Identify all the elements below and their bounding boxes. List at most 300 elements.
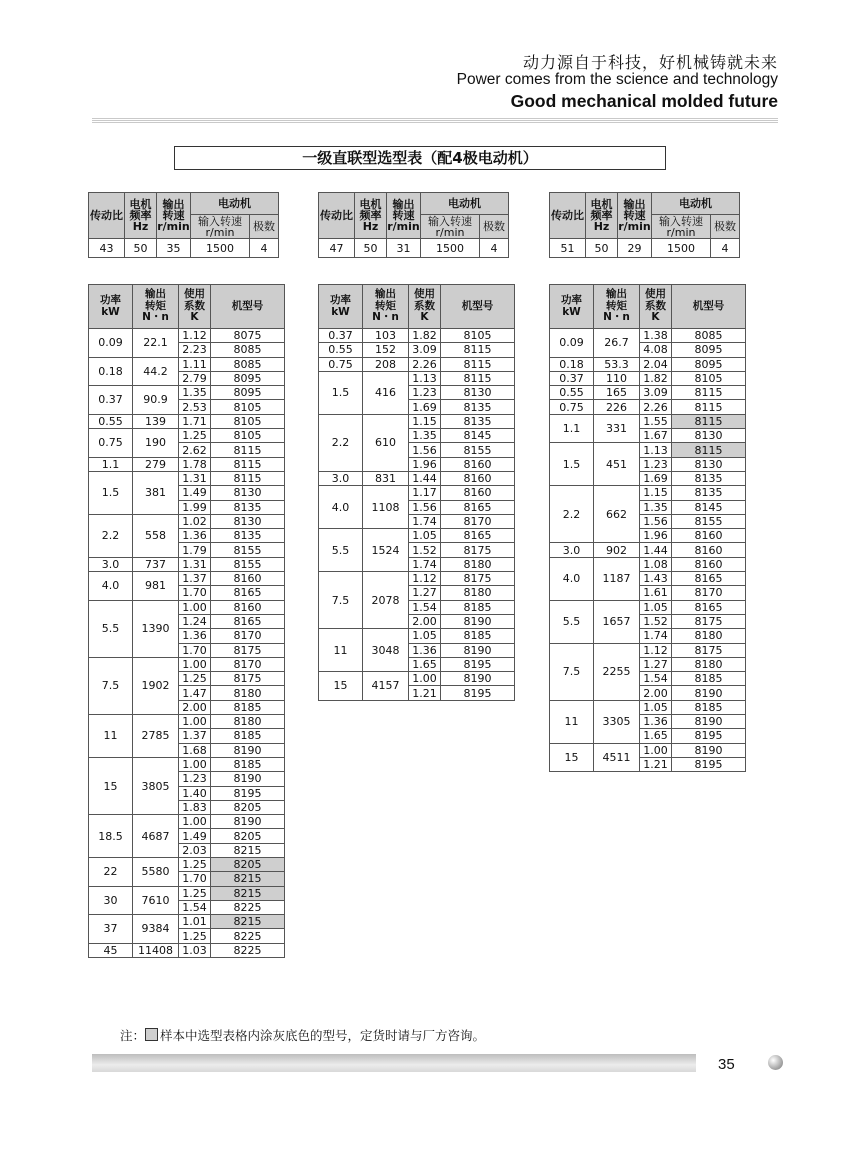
torque-label-line: 转矩	[375, 299, 396, 312]
k-cell: 1.74	[640, 629, 672, 643]
model-cell: 8115	[672, 386, 746, 400]
model-cell: 8130	[672, 429, 746, 443]
model-cell: 8085	[211, 357, 285, 371]
model-cell: 8155	[672, 514, 746, 528]
k-cell: 1.74	[409, 557, 441, 571]
model-cell: 8215	[211, 872, 285, 886]
k-cell: 1.54	[409, 600, 441, 614]
freq-label	[586, 193, 618, 239]
model-cell: 8105	[211, 414, 285, 428]
model-cell: 8160	[441, 457, 515, 471]
model-cell: 8195	[441, 657, 515, 671]
model-cell: 8195	[211, 786, 285, 800]
power-label-line: kW	[331, 305, 350, 318]
k-cell: 1.27	[409, 586, 441, 600]
header-values-row	[319, 239, 509, 258]
model-cell: 8170	[211, 657, 285, 671]
spec-header-row	[89, 285, 285, 329]
model-cell: 8155	[211, 557, 285, 571]
spec-header-row	[550, 285, 746, 329]
model-cell: 8165	[672, 600, 746, 614]
k-cell: 1.69	[640, 471, 672, 485]
table-row	[550, 557, 746, 571]
k-cell: 1.05	[640, 700, 672, 714]
model-cell: 8095	[211, 386, 285, 400]
k-cell: 1.21	[640, 757, 672, 771]
torque-cell: 3805	[133, 757, 179, 814]
k-cell: 1.36	[409, 643, 441, 657]
table-row	[89, 857, 285, 871]
model-cell: 8180	[211, 686, 285, 700]
model-cell: 8190	[211, 772, 285, 786]
model-cell: 8180	[441, 557, 515, 571]
power-cell: 11	[89, 715, 133, 758]
model-cell: 8195	[672, 757, 746, 771]
torque-label-line: N・n	[603, 311, 630, 324]
torque-label	[594, 285, 640, 329]
k-cell: 2.00	[640, 686, 672, 700]
k-cell: 1.65	[640, 729, 672, 743]
model-cell: 8185	[211, 757, 285, 771]
torque-cell: 558	[133, 514, 179, 557]
table-row	[550, 643, 746, 657]
freq-label-line: 频率	[590, 209, 613, 222]
table-row	[550, 357, 746, 371]
power-cell: 5.5	[89, 600, 133, 657]
torque-cell: 22.1	[133, 329, 179, 358]
freq-label-line: 频率	[129, 209, 152, 222]
k-cell: 1.08	[640, 557, 672, 571]
model-cell: 8195	[441, 686, 515, 700]
freq-label-line: Hz	[593, 220, 610, 233]
power-label-line: 功率	[330, 293, 351, 306]
model-cell: 8160	[441, 471, 515, 485]
torque-cell: 26.7	[594, 329, 640, 358]
model-cell: 8190	[672, 743, 746, 757]
torque-cell: 90.9	[133, 386, 179, 415]
k-cell: 2.79	[179, 371, 211, 385]
torque-cell: 53.3	[594, 357, 640, 371]
table-row	[319, 629, 515, 643]
model-cell: 8180	[441, 586, 515, 600]
model-cell: 8160	[672, 557, 746, 571]
torque-cell: 1187	[594, 557, 640, 600]
table-row	[550, 371, 746, 385]
torque-cell: 190	[133, 429, 179, 458]
k-cell: 1.52	[640, 614, 672, 628]
model-cell: 8135	[211, 529, 285, 543]
torque-cell: 110	[594, 371, 640, 385]
torque-cell: 451	[594, 443, 640, 486]
model-cell: 8145	[441, 429, 515, 443]
k-cell: 1.25	[179, 672, 211, 686]
ratio-label: 传动比	[89, 193, 125, 239]
table-row	[89, 471, 285, 485]
k-cell: 2.62	[179, 443, 211, 457]
power-cell: 1.5	[319, 371, 363, 414]
table-row	[550, 486, 746, 500]
table-row	[89, 429, 285, 443]
power-label	[89, 285, 133, 329]
table-row	[89, 657, 285, 671]
k-cell: 1.31	[179, 557, 211, 571]
k-cell: 1.05	[640, 600, 672, 614]
freq-label-line: Hz	[132, 220, 149, 233]
out-speed-value: 29	[618, 239, 652, 258]
spec-header-row	[319, 285, 515, 329]
k-cell: 1.00	[179, 715, 211, 729]
in-speed-label-line: r/min	[205, 225, 235, 239]
k-cell: 1.25	[179, 929, 211, 943]
k-label-line: 系数	[414, 299, 435, 312]
k-cell: 3.09	[640, 386, 672, 400]
k-cell: 2.00	[409, 614, 441, 628]
k-cell: 1.25	[179, 429, 211, 443]
model-cell: 8225	[211, 929, 285, 943]
page-title: 一级直联型选型表（配4极电动机）	[174, 146, 666, 170]
power-cell: 15	[550, 743, 594, 772]
torque-cell: 5580	[133, 857, 179, 886]
torque-label-line: 输出	[606, 288, 627, 301]
in-speed-value: 1500	[191, 239, 250, 258]
k-cell: 2.26	[640, 400, 672, 414]
in-speed-label-line: 输入转速	[198, 214, 242, 228]
torque-cell: 737	[133, 557, 179, 571]
out-speed-label-line: r/min	[618, 220, 651, 233]
power-cell: 5.5	[319, 529, 363, 572]
model-cell: 8175	[441, 572, 515, 586]
model-cell: 8115	[211, 471, 285, 485]
k-cell: 2.53	[179, 400, 211, 414]
model-cell: 8130	[441, 386, 515, 400]
k-cell: 1.35	[179, 386, 211, 400]
model-cell: 8155	[211, 543, 285, 557]
k-label-line: 系数	[184, 299, 205, 312]
model-cell: 8170	[211, 629, 285, 643]
motor-header-table	[318, 192, 509, 258]
torque-cell: 4157	[363, 672, 409, 701]
k-cell: 1.23	[409, 386, 441, 400]
torque-cell: 7610	[133, 886, 179, 915]
k-cell: 1.54	[179, 900, 211, 914]
table-row	[89, 386, 285, 400]
power-cell: 1.5	[550, 443, 594, 486]
power-cell: 2.2	[550, 486, 594, 543]
k-label	[640, 285, 672, 329]
k-cell: 1.00	[179, 600, 211, 614]
k-cell: 1.70	[179, 872, 211, 886]
power-cell: 11	[319, 629, 363, 672]
power-cell: 3.0	[550, 543, 594, 557]
model-cell: 8105	[211, 429, 285, 443]
table-row	[550, 743, 746, 757]
table-row	[550, 414, 746, 428]
model-cell: 8115	[441, 343, 515, 357]
k-cell: 1.05	[409, 529, 441, 543]
model-cell: 8185	[441, 600, 515, 614]
power-cell: 0.75	[89, 429, 133, 458]
k-cell: 1.01	[179, 915, 211, 929]
freq-label-line: 电机	[359, 198, 382, 211]
model-cell: 8190	[672, 715, 746, 729]
k-cell: 1.03	[179, 943, 211, 957]
model-cell: 8160	[672, 543, 746, 557]
model-cell: 8135	[441, 400, 515, 414]
in-speed-label-line: 输入转速	[428, 214, 472, 228]
in-speed-value: 1500	[652, 239, 711, 258]
k-cell: 1.55	[640, 414, 672, 428]
out-speed-value: 31	[387, 239, 421, 258]
poles-label: 极数	[480, 215, 509, 239]
table-row	[319, 572, 515, 586]
model-cell: 8190	[211, 743, 285, 757]
in-speed-label	[421, 215, 480, 239]
power-cell: 37	[89, 915, 133, 944]
model-cell: 8130	[672, 457, 746, 471]
model-cell: 8190	[441, 643, 515, 657]
power-label-line: kW	[101, 305, 120, 318]
out-speed-label-line: 输出	[623, 198, 646, 211]
k-cell: 1.40	[179, 786, 211, 800]
torque-label-line: 输出	[375, 288, 396, 301]
power-cell: 30	[89, 886, 133, 915]
model-cell: 8185	[441, 629, 515, 643]
torque-cell: 44.2	[133, 357, 179, 386]
footnote	[120, 1026, 485, 1044]
model-cell: 8135	[672, 471, 746, 485]
power-cell: 15	[319, 672, 363, 701]
selection-table	[549, 284, 746, 772]
k-cell: 1.02	[179, 514, 211, 528]
model-cell: 8185	[672, 672, 746, 686]
k-label-line: 使用	[414, 288, 435, 301]
model-cell: 8180	[211, 715, 285, 729]
out-speed-label-line: 转速	[392, 209, 415, 222]
k-cell: 1.83	[179, 800, 211, 814]
power-cell: 5.5	[550, 600, 594, 643]
k-label-line: 系数	[645, 299, 666, 312]
in-speed-label	[191, 215, 250, 239]
k-cell: 1.56	[409, 500, 441, 514]
model-cell: 8225	[211, 943, 285, 957]
k-cell: 1.15	[640, 486, 672, 500]
model-cell: 8215	[211, 886, 285, 900]
freq-label-line: 电机	[129, 198, 152, 211]
k-cell: 2.23	[179, 343, 211, 357]
model-cell: 8175	[672, 643, 746, 657]
torque-label-line: 转矩	[145, 299, 166, 312]
selection-table	[318, 284, 515, 701]
model-label: 机型号	[211, 285, 285, 329]
k-cell: 1.43	[640, 572, 672, 586]
table-row	[319, 357, 515, 371]
model-cell: 8105	[672, 371, 746, 385]
torque-cell: 981	[133, 572, 179, 601]
poles-label: 极数	[250, 215, 279, 239]
power-cell: 0.18	[550, 357, 594, 371]
model-cell: 8135	[441, 414, 515, 428]
k-cell: 1.67	[640, 429, 672, 443]
model-cell: 8115	[441, 371, 515, 385]
k-cell: 3.09	[409, 343, 441, 357]
power-cell: 7.5	[319, 572, 363, 629]
torque-cell: 2785	[133, 715, 179, 758]
k-cell: 1.38	[640, 329, 672, 343]
model-cell: 8225	[211, 900, 285, 914]
power-cell: 2.2	[89, 514, 133, 557]
k-cell: 1.36	[179, 629, 211, 643]
table-row	[89, 715, 285, 729]
out-speed-label	[157, 193, 191, 239]
torque-cell: 11408	[133, 943, 179, 957]
model-cell: 8145	[672, 500, 746, 514]
footnote-text: 样本中选型表格内涂灰底色的型号，定货时请与厂方咨询。	[160, 1028, 486, 1043]
model-cell: 8105	[211, 400, 285, 414]
table-row	[89, 457, 285, 471]
table-row	[550, 700, 746, 714]
k-cell: 1.27	[640, 657, 672, 671]
table-row	[550, 543, 746, 557]
model-cell: 8165	[211, 586, 285, 600]
torque-label-line: 转矩	[606, 299, 627, 312]
table-row	[89, 329, 285, 343]
power-cell: 0.37	[550, 371, 594, 385]
table-row	[319, 672, 515, 686]
k-cell: 1.54	[640, 672, 672, 686]
model-cell: 8095	[211, 371, 285, 385]
torque-cell: 9384	[133, 915, 179, 944]
k-cell: 1.69	[409, 400, 441, 414]
model-cell: 8085	[211, 343, 285, 357]
model-cell: 8160	[211, 572, 285, 586]
k-cell: 1.23	[640, 457, 672, 471]
torque-cell: 2255	[594, 643, 640, 700]
k-cell: 1.68	[179, 743, 211, 757]
k-cell: 1.36	[179, 529, 211, 543]
power-label-line: kW	[562, 305, 581, 318]
power-cell: 1.5	[89, 471, 133, 514]
out-speed-label-line: 转速	[623, 209, 646, 222]
k-cell: 1.37	[179, 572, 211, 586]
k-cell: 1.00	[179, 657, 211, 671]
motor-label: 电动机	[652, 193, 740, 215]
model-cell: 8095	[672, 357, 746, 371]
torque-cell: 3305	[594, 700, 640, 743]
model-cell: 8175	[211, 672, 285, 686]
ratio-value: 51	[550, 239, 586, 258]
model-cell: 8205	[211, 857, 285, 871]
poles-label: 极数	[711, 215, 740, 239]
torque-label	[133, 285, 179, 329]
torque-label	[363, 285, 409, 329]
model-cell: 8115	[211, 457, 285, 471]
ratio-value: 47	[319, 239, 355, 258]
torque-cell: 416	[363, 371, 409, 414]
model-cell: 8075	[211, 329, 285, 343]
out-speed-label	[618, 193, 652, 239]
table-row	[319, 329, 515, 343]
selection-table	[88, 284, 285, 958]
k-cell: 1.61	[640, 586, 672, 600]
motor-header-table	[88, 192, 279, 258]
torque-cell: 4511	[594, 743, 640, 772]
torque-cell: 662	[594, 486, 640, 543]
k-cell: 1.11	[179, 357, 211, 371]
power-cell: 4.0	[319, 486, 363, 529]
k-cell: 1.65	[409, 657, 441, 671]
motor-header-table	[549, 192, 740, 258]
table-row	[319, 471, 515, 485]
torque-cell: 139	[133, 414, 179, 428]
model-cell: 8180	[672, 629, 746, 643]
k-cell: 1.49	[179, 486, 211, 500]
k-label-line: K	[651, 311, 660, 324]
k-cell: 1.17	[409, 486, 441, 500]
header-row	[319, 193, 509, 215]
k-cell: 1.31	[179, 471, 211, 485]
model-label: 机型号	[441, 285, 515, 329]
power-label	[550, 285, 594, 329]
in-speed-label-line: 输入转速	[659, 214, 703, 228]
model-cell: 8215	[211, 843, 285, 857]
footnote-prefix: 注：	[120, 1028, 146, 1043]
torque-cell: 4687	[133, 815, 179, 858]
table-row	[89, 514, 285, 528]
power-cell: 2.2	[319, 414, 363, 471]
power-cell: 45	[89, 943, 133, 957]
k-cell: 1.15	[409, 414, 441, 428]
header-stripe	[92, 118, 778, 124]
power-cell: 3.0	[89, 557, 133, 571]
ratio-value: 43	[89, 239, 125, 258]
model-cell: 8165	[441, 529, 515, 543]
model-cell: 8160	[211, 600, 285, 614]
ratio-label: 传动比	[550, 193, 586, 239]
model-cell: 8130	[211, 486, 285, 500]
k-cell: 2.00	[179, 700, 211, 714]
power-cell: 0.09	[550, 329, 594, 358]
power-label	[319, 285, 363, 329]
k-cell: 1.12	[640, 643, 672, 657]
motor-label: 电动机	[421, 193, 509, 215]
model-cell: 8170	[441, 514, 515, 528]
table-row	[550, 600, 746, 614]
power-cell: 0.09	[89, 329, 133, 358]
table-row	[89, 915, 285, 929]
model-cell: 8190	[441, 672, 515, 686]
model-cell: 8085	[672, 329, 746, 343]
table-row	[550, 400, 746, 414]
model-cell: 8115	[211, 443, 285, 457]
table-row	[89, 943, 285, 957]
in-speed-label-line: r/min	[666, 225, 696, 239]
model-cell: 8205	[211, 800, 285, 814]
torque-cell: 1902	[133, 657, 179, 714]
model-cell: 8185	[211, 700, 285, 714]
torque-label-line: 输出	[145, 288, 166, 301]
model-cell: 8195	[672, 729, 746, 743]
table-row	[89, 757, 285, 771]
table-row	[319, 371, 515, 385]
model-cell: 8115	[672, 443, 746, 457]
power-cell: 22	[89, 857, 133, 886]
k-cell: 1.56	[409, 443, 441, 457]
torque-cell: 2078	[363, 572, 409, 629]
k-cell: 1.82	[640, 371, 672, 385]
page-number: 35	[718, 1056, 735, 1073]
torque-cell: 226	[594, 400, 640, 414]
ratio-label: 传动比	[319, 193, 355, 239]
